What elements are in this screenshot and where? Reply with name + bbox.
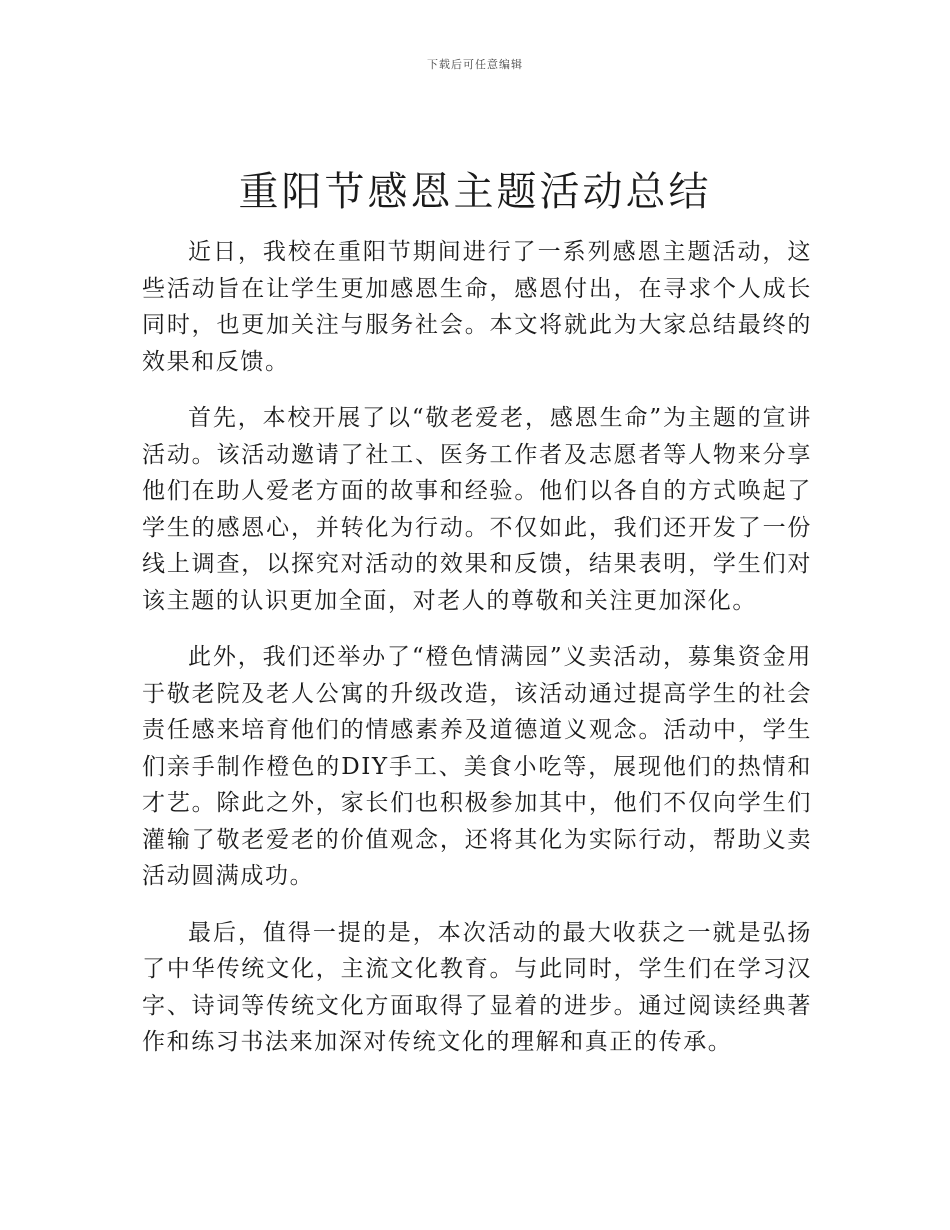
paragraph-charity-sale: 此外，我们还举办了“橙色情满园”义卖活动，募集资金用于敬老院及老人公寓的升级改造，该活动通过提高学生的社会责任感来培育他们的情感素养及道德道义观念。活动中，学生们亲手制作橙色的DIY手工、美食小吃等，展现他们的热情和才艺。除此之外，家长们也积极参加其中，他们不仅向学生们灌输了敬老爱老的价值观念，还将其化为实际行动，帮助义卖活动圆满成功。	[142, 644, 812, 889]
document-title: 重阳节感恩主题活动总结	[238, 169, 712, 215]
paragraph-lecture-activity: 首先，本校开展了以“敬老爱老，感恩生命”为主题的宣讲活动。该活动邀请了社工、医务工作者及志愿者等人物来分享他们在助人爱老方面的故事和经验。他们以各自的方式唤起了学生的感恩心，并转化为行动。不仅如此，我们还开发了一份线上调查，以探究对活动的效果和反馈，结果表明，学生们对该主题的认识更加全面，对老人的尊敬和关注更加深化。	[142, 405, 812, 614]
document-body	[142, 234, 812, 1081]
paragraph-conclusion: 最后，值得一提的是，本次活动的最大收获之一就是弘扬了中华传统文化，主流文化教育。与此同时，学生们在学习汉字、诗词等传统文化方面取得了显着的进步。通过阅读经典著作和练习书法来加深对传统文化的理解和真正的传承。	[142, 919, 812, 1055]
header-note: 下载后可任意编辑	[427, 58, 523, 71]
paragraph-intro: 近日，我校在重阳节期间进行了一系列感恩主题活动，这些活动旨在让学生更加感恩生命，感恩付出，在寻求个人成长同时，也更加关注与服务社会。本文将就此为大家总结最终的效果和反馈。	[142, 239, 812, 375]
